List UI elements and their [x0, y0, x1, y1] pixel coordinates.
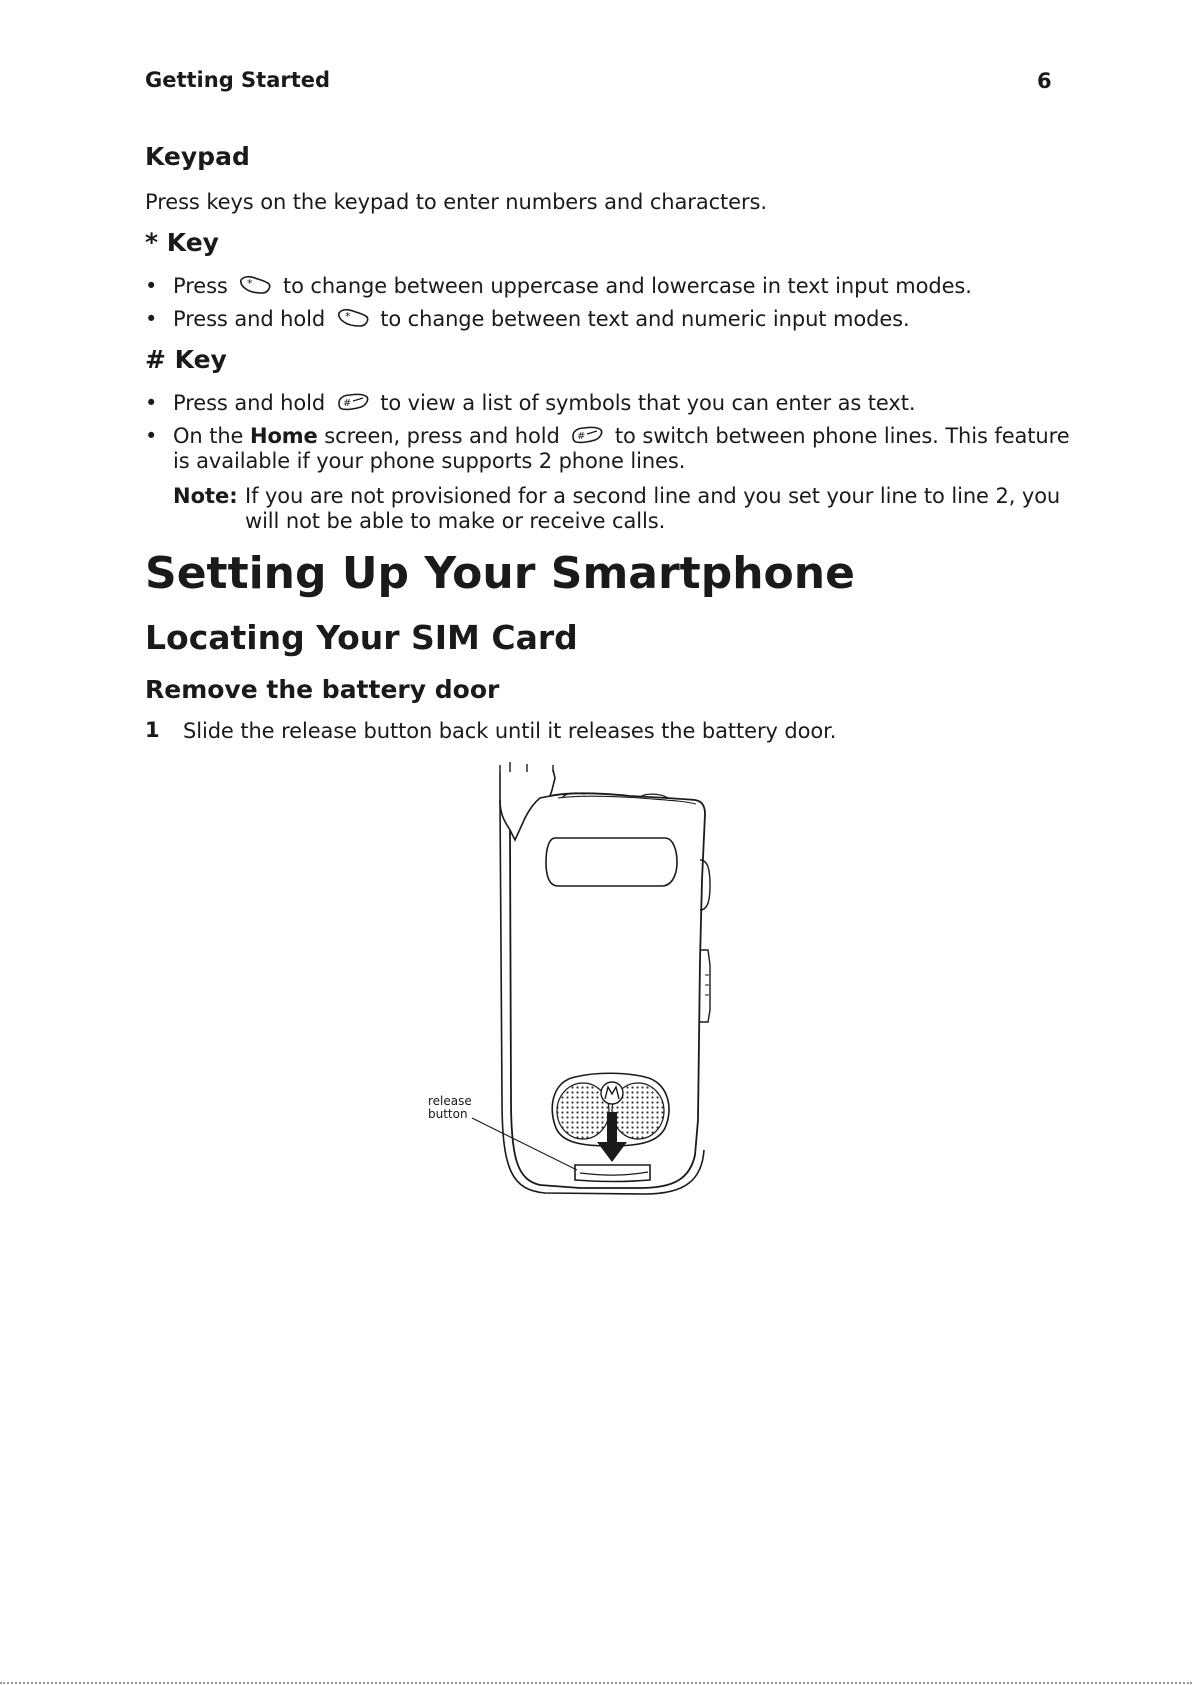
step-number: 1 — [145, 718, 160, 742]
hash-key-bullet-1 — [173, 391, 915, 417]
keypad-heading: Keypad — [145, 142, 250, 171]
star-key-icon — [238, 275, 272, 300]
hash-key-heading: # Key — [145, 345, 227, 374]
bullet-text-before: Press and hold — [173, 307, 326, 331]
bullet-text-before: Press and hold — [173, 391, 326, 415]
bullet-text-lead: On the — [173, 424, 244, 448]
bullet-marker: • — [145, 274, 158, 298]
star-key-bullet-2 — [173, 307, 910, 333]
star-key-heading: * Key — [145, 228, 219, 257]
hash-key-icon — [570, 425, 604, 450]
step-heading: Remove the battery door — [145, 675, 500, 704]
release-button-callout — [428, 1095, 472, 1121]
section-title: Setting Up Your Smartphone — [145, 548, 855, 599]
page-number: 6 — [1037, 69, 1052, 93]
hash-key-bullet-2-line2: is available if your phone supports 2 phone lines. — [173, 449, 686, 473]
bullet-marker: • — [145, 424, 158, 448]
svg-text:#: # — [342, 398, 351, 409]
star-key-icon — [336, 308, 370, 333]
callout-line-1: release — [428, 1094, 472, 1108]
svg-text:*: * — [344, 310, 351, 323]
running-head: Getting Started — [145, 68, 331, 92]
hash-key-icon — [336, 392, 370, 417]
bullet-text-after: to view a list of symbols that you can enter as text. — [380, 391, 916, 415]
star-key-bullet-1 — [173, 274, 972, 300]
bullet-text-before: Press — [173, 274, 228, 298]
note-line-1: If you are not provisioned for a second line and you set your line to line 2, you — [245, 484, 1061, 508]
bullet-text-after: to change between text and numeric input modes. — [380, 307, 910, 331]
bullet-marker: • — [145, 391, 158, 415]
note-label: Note: — [173, 484, 238, 508]
bullet-text-after: to switch between phone lines. This feature — [614, 424, 1070, 448]
bullet-text-before: screen, press and hold — [324, 424, 560, 448]
note-line-2: will not be able to make or receive calls. — [245, 509, 666, 533]
svg-text:*: * — [247, 277, 253, 290]
hash-key-bullet-2 — [173, 424, 1070, 450]
svg-text:#: # — [577, 431, 586, 442]
bullet-marker: • — [145, 307, 158, 331]
page-bottom-rule — [0, 1682, 1192, 1684]
keypad-intro: Press keys on the keypad to enter numbers and characters. — [145, 190, 767, 214]
bullet-text-after: to change between uppercase and lowercase in text input modes. — [282, 274, 972, 298]
subsection-title: Locating Your SIM Card — [145, 618, 578, 657]
phone-back-illustration — [400, 760, 750, 1200]
home-screen-label: Home — [249, 424, 318, 448]
callout-line-2: button — [428, 1107, 468, 1121]
step-text: Slide the release button back until it releases the battery door. — [183, 719, 837, 743]
